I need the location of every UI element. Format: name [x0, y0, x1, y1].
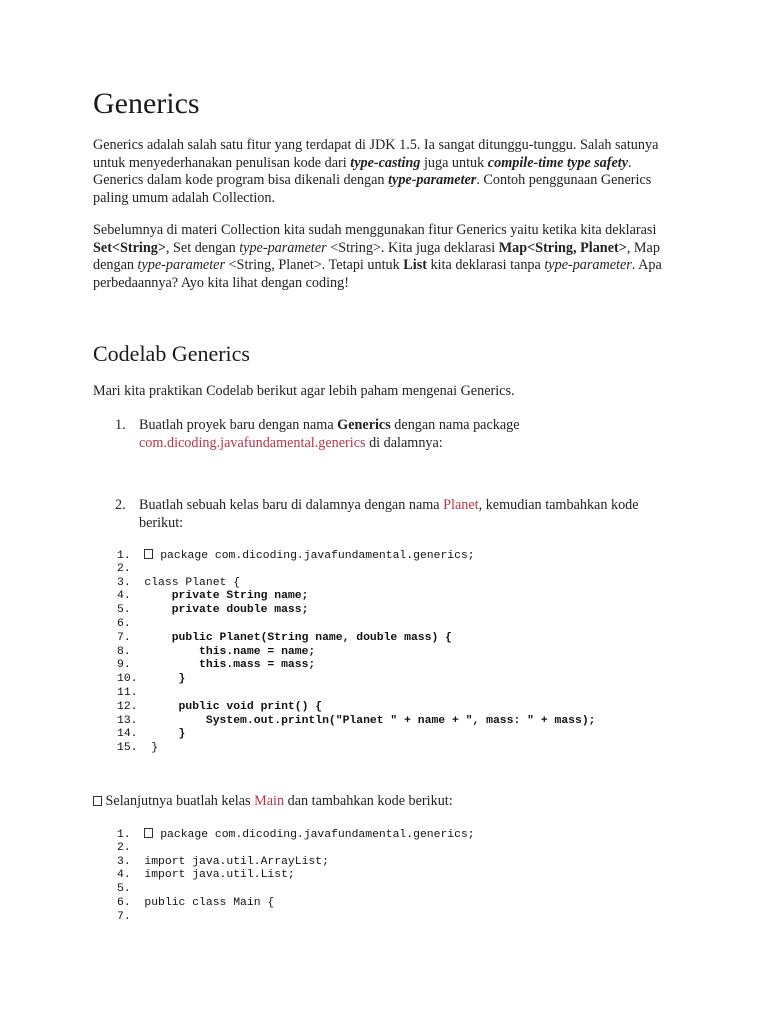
- code-line-number: 3.: [117, 576, 138, 589]
- step-1-text-1: Buatlah proyek baru dengan nama: [139, 417, 338, 433]
- code-line: [117, 701, 596, 715]
- code-line: [117, 618, 596, 632]
- code-line-text: public Planet(String name, double mass) {: [144, 631, 452, 644]
- para2-text-3: <String>. Kita juga deklarasi: [326, 239, 499, 256]
- intro-emphasis-1: type-casting: [350, 154, 421, 171]
- step-1-text-3: di dalamnya:: [365, 435, 443, 451]
- code-line-number: 4.: [117, 590, 138, 603]
- code-line-number: 5.: [117, 883, 138, 896]
- code-line-text: private double mass;: [144, 604, 309, 617]
- code-line-number: 14.: [117, 728, 138, 741]
- para2-text-4: , Map dengan: [93, 239, 660, 273]
- code-line-number: 2.: [117, 562, 138, 575]
- code-line-text: System.out.println("Planet " + name + ", mass: " + mass);: [144, 714, 596, 727]
- step-3-class-name: Main: [254, 793, 285, 809]
- code-line: [117, 632, 596, 646]
- collection-paragraph: [93, 222, 683, 292]
- missing-glyph-icon: [144, 549, 153, 559]
- para2-bold-1: Set<String>: [93, 239, 166, 256]
- code-line-number: 8.: [117, 645, 138, 658]
- step-1-text: [139, 416, 675, 452]
- intro-emphasis-2: compile-time type safety: [487, 154, 629, 171]
- code-line-number: 10.: [117, 673, 138, 686]
- code-line: [117, 563, 596, 577]
- code-line-number: 15.: [117, 742, 138, 755]
- code-line: [117, 577, 596, 591]
- code-line-text: public void print() {: [144, 700, 323, 713]
- code-line: [117, 842, 475, 856]
- code-line-text: }: [144, 728, 186, 741]
- code-line-text: import java.util.ArrayList;: [144, 855, 329, 868]
- code-line: [117, 883, 475, 897]
- step-2-text: [139, 496, 675, 532]
- code-line: [117, 687, 596, 701]
- code-line-number: 13.: [117, 714, 138, 727]
- code-line: [117, 646, 596, 660]
- para2-text-7: . Apa perbedaannya? Ayo kita lihat dengan coding!: [93, 257, 662, 291]
- para2-bold-3: List: [403, 257, 427, 273]
- code-line-text: this.mass = mass;: [144, 659, 316, 672]
- intro-text-2: juga untuk: [420, 154, 488, 171]
- para2-text-2: , Set dengan: [165, 239, 240, 256]
- para2-text-1: Sebelumnya di materi Collection kita sudah menggunakan fitur Generics yaitu ketika kita deklarasi: [93, 222, 657, 238]
- code-line-number: 1.: [117, 829, 138, 841]
- code-line-text: }: [144, 742, 159, 755]
- para2-italic-1: type-parameter: [239, 239, 327, 256]
- code-line-number: 2.: [117, 841, 138, 854]
- step-3-text-1: Selanjutnya buatlah kelas: [102, 793, 255, 809]
- step-1-number: 1.: [115, 417, 126, 433]
- code-block-planet: [117, 549, 596, 756]
- code-line: [117, 590, 596, 604]
- code-line-number: 7.: [117, 631, 138, 644]
- code-line-text: package com.dicoding.javafundamental.generics;: [153, 829, 475, 841]
- step-1-project-name: Generics: [337, 417, 391, 433]
- intro-text-4: . Contoh penggunaan Generics paling umum adalah Collection.: [93, 172, 652, 206]
- code-line: [117, 549, 596, 563]
- code-line-number: 5.: [117, 604, 138, 617]
- code-line-text: private String name;: [144, 590, 309, 603]
- code-block-main: [117, 828, 475, 925]
- intro-paragraph: [93, 137, 683, 207]
- code-line-text: this.name = name;: [144, 645, 316, 658]
- para2-bold-2: Map<String, Planet>: [498, 239, 627, 256]
- missing-glyph-icon: [144, 828, 153, 838]
- para2-italic-2: type-parameter: [137, 257, 225, 273]
- checkbox-glyph-icon: [93, 796, 102, 806]
- intro-text-1: Generics adalah salah satu fitur yang terdapat di JDK 1.5. Ia sangat ditunggu-tunggu. Salah satunya untuk menyederhanakan penulisan kode dari: [93, 137, 659, 171]
- code-line: [117, 856, 475, 870]
- step-3-text-2: dan tambahkan kode berikut:: [284, 793, 453, 809]
- step-2-text-1: Buatlah sebuah kelas baru di dalamnya dengan nama: [139, 497, 444, 513]
- code-line: [117, 897, 475, 911]
- code-line-text: import java.util.List;: [144, 869, 295, 882]
- code-line-number: 12.: [117, 700, 138, 713]
- step-2-number: 2.: [115, 497, 126, 513]
- code-line-number: 7.: [117, 910, 138, 923]
- code-line-number: 11.: [117, 686, 138, 699]
- para2-italic-3: type-parameter: [544, 257, 632, 273]
- step-3: [93, 792, 453, 810]
- code-line-text: package com.dicoding.javafundamental.generics;: [153, 550, 475, 562]
- intro-text-3: . Generics dalam kode program bisa dikenali dengan: [93, 154, 632, 188]
- code-line-number: 6.: [117, 896, 138, 909]
- code-line: [117, 715, 596, 729]
- intro-emphasis-3: type-parameter: [388, 172, 477, 188]
- step-2-text-2: , kemudian tambahkan kode berikut:: [139, 497, 639, 531]
- para2-text-6: kita deklarasi tanpa: [426, 257, 545, 273]
- code-line: [117, 869, 475, 883]
- code-line: [117, 742, 596, 756]
- code-line-number: 4.: [117, 869, 138, 882]
- code-line-text: class Planet {: [144, 576, 241, 589]
- step-1-text-2: dengan nama package: [390, 417, 520, 433]
- code-line: [117, 828, 475, 842]
- code-line-number: 6.: [117, 617, 138, 630]
- code-line-number: 1.: [117, 550, 138, 562]
- code-line: [117, 911, 475, 925]
- section-heading-codelab: Codelab Generics: [93, 341, 250, 366]
- code-line-text: public class Main {: [144, 896, 275, 909]
- codelab-intro: Mari kita praktikan Codelab berikut agar lebih paham mengenai Generics.: [93, 383, 515, 399]
- code-line: [117, 604, 596, 618]
- para2-text-5: <String, Planet>. Tetapi untuk: [225, 257, 404, 273]
- page-title: Generics: [93, 87, 200, 120]
- code-line-text: }: [144, 673, 186, 686]
- code-line: [117, 673, 596, 687]
- code-line: [117, 659, 596, 673]
- code-line: [117, 728, 596, 742]
- step-1-package-name: com.dicoding.javafundamental.generics: [139, 435, 366, 451]
- code-line-number: 9.: [117, 659, 138, 672]
- step-2-class-name: Planet: [443, 497, 479, 513]
- code-line-number: 3.: [117, 855, 138, 868]
